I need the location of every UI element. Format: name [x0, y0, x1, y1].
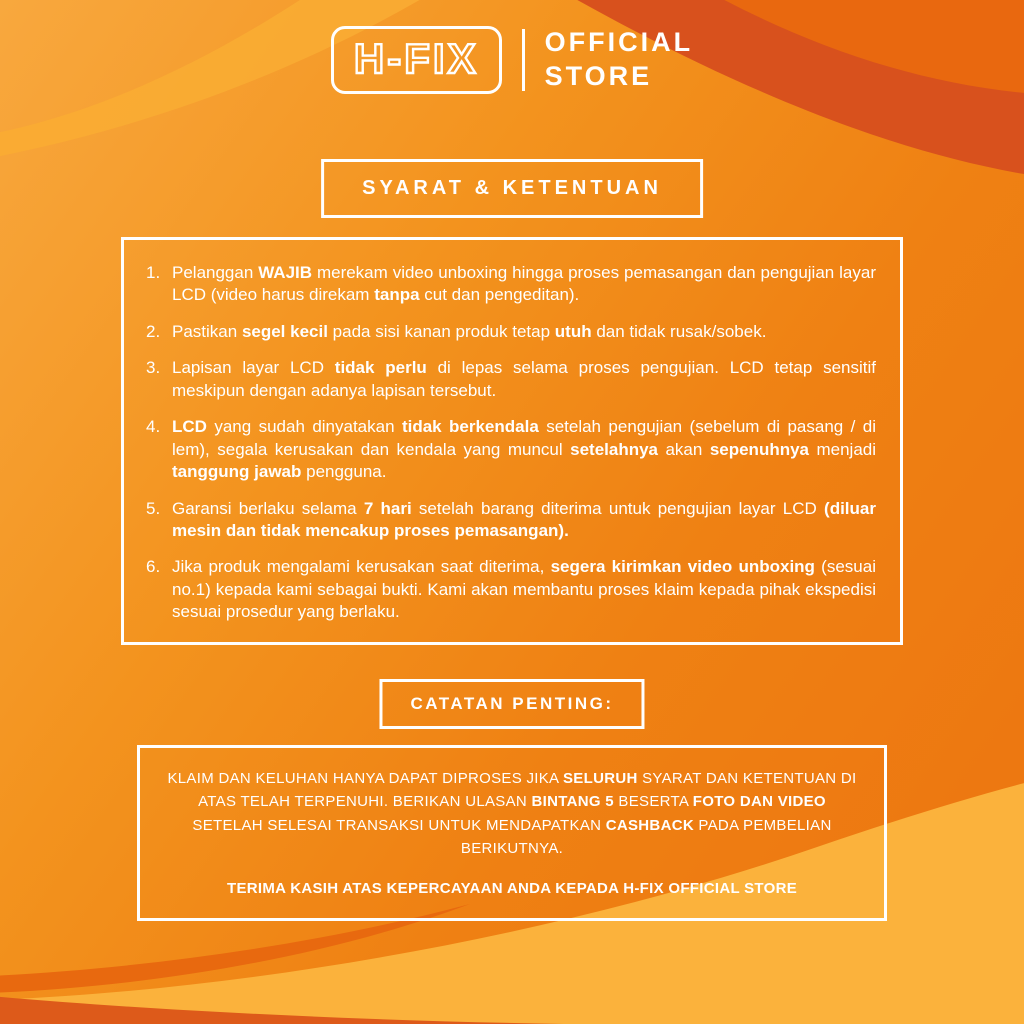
term-number: 3. [146, 358, 161, 378]
store-name-line2: STORE [544, 61, 653, 91]
page-title: SYARAT & KETENTUAN [362, 177, 662, 199]
term-item-1 [146, 262, 876, 307]
title-box [321, 159, 703, 218]
store-name [545, 26, 693, 94]
note-body: KLAIM DAN KELUHAN HANYA DAPAT DIPROSES JIKA SELURUH SYARAT DAN KETENTUAN DI ATAS TELAH TERPENUHI. BERIKAN ULASAN BINTANG 5 BESERTA FOTO DAN VIDEO SETELAH SELESAI TRANSAKSI UNTUK MENDAPATKAN CASHBACK PADA PEMBELIAN BERIKUTNYA. [167, 770, 857, 857]
term-number: 5. [146, 498, 161, 518]
term-number: 1. [146, 263, 161, 282]
term-item-2 [146, 321, 876, 343]
term-text: Lapisan layar LCD tidak perlu di lepas selama proses pengujian. LCD tetap sensitif meskipun dengan adanya lapisan tersebut. [172, 358, 877, 400]
note-title-box [379, 679, 644, 729]
term-text: Garansi berlaku selama 7 hari setelah barang diterima untuk pengujian layar LCD (diluar mesin dan tidak mencakup proses pemasangan). [172, 498, 876, 540]
hfix-logo [331, 26, 502, 94]
store-name-line1: OFFICIAL [544, 27, 694, 58]
term-number: 6. [146, 557, 161, 577]
header [0, 26, 1024, 94]
term-item-4 [146, 416, 876, 483]
term-text: LCD yang sudah dinyatakan tidak berkendala setelah pengujian (sebelum di pasang / di lem), segala kerusakan dan kendala yang muncul setelahnya akan sepenuhnya menjadi tanggung jawab pengguna. [172, 417, 877, 482]
term-text: Pastikan segel kecil pada sisi kanan produk tetap utuh dan tidak rusak/sobek. [172, 321, 767, 341]
terms-box [121, 237, 903, 645]
term-number: 2. [146, 321, 161, 341]
term-item-3 [146, 357, 876, 402]
note-thanks: TERIMA KASIH ATAS KEPERCAYAAN ANDA KEPADA H-FIX OFFICIAL STORE [226, 880, 798, 897]
logo-separator [522, 29, 525, 91]
note-title: CATATAN PENTING: [410, 694, 614, 713]
term-number: 4. [146, 417, 161, 437]
logo-text: H-FIX [353, 35, 479, 82]
term-item-6 [146, 556, 876, 623]
term-text: Pelanggan WAJIB merekam video unboxing hingga proses pemasangan dan pengujian layar LCD (video harus direkam tanpa cut dan pengeditan). [172, 263, 876, 305]
term-item-5 [146, 498, 876, 543]
note-box [137, 745, 887, 921]
term-text: Jika produk mengalami kerusakan saat diterima, segera kirimkan video unboxing (sesuai no.1) kepada kami sebagai bukti. Kami akan membantu proses klaim kepada pihak ekspedisi sesuai prosedur yang berlaku. [172, 557, 876, 622]
